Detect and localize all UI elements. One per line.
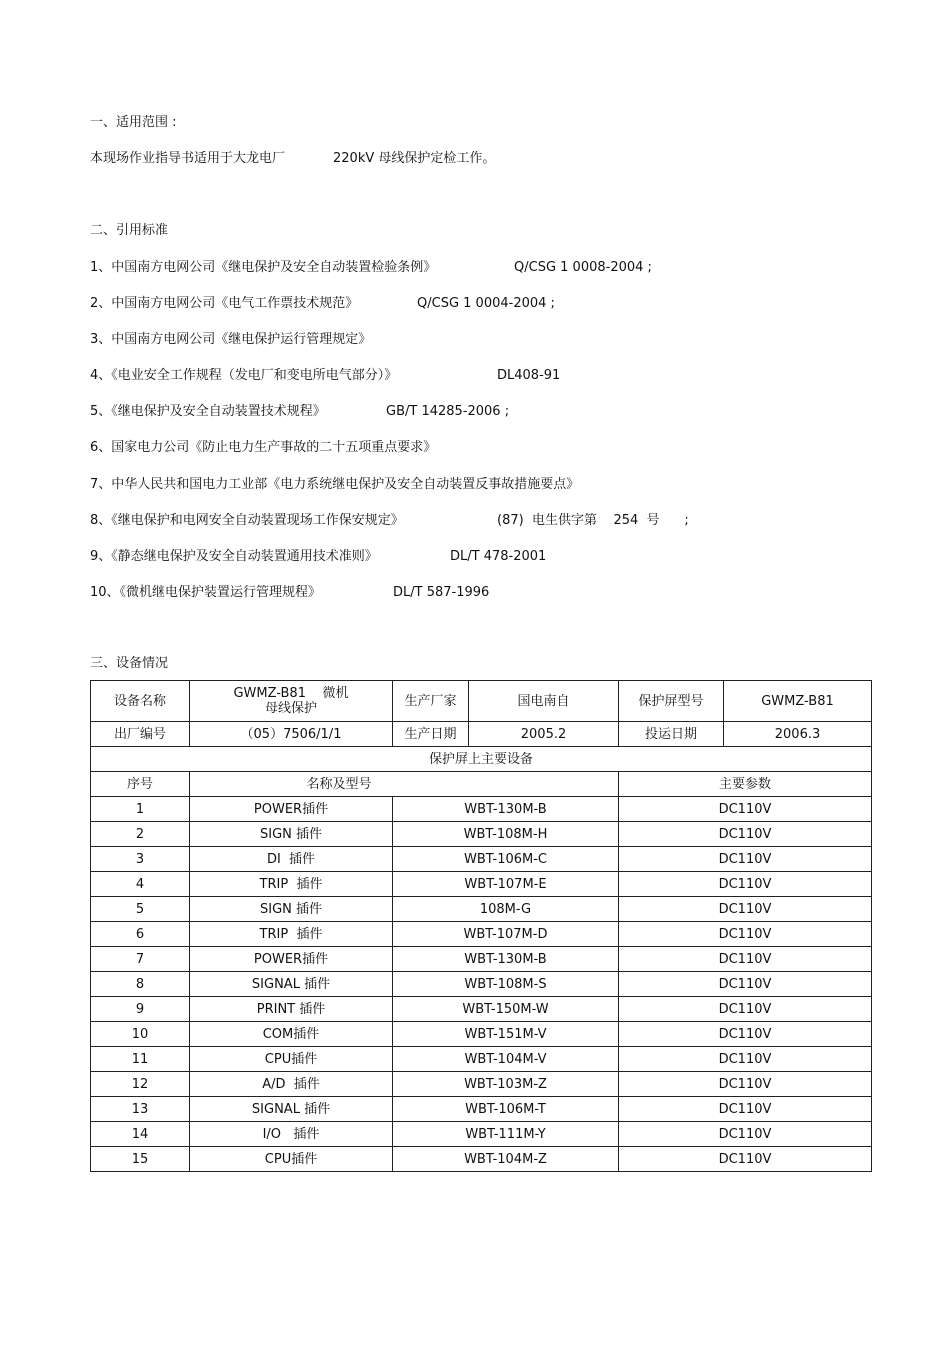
- row-part-name: CPU插件: [190, 1047, 393, 1072]
- row-param: DC110V: [619, 1047, 872, 1072]
- reference-code: (87) 电生供字第 254 号 ;: [497, 513, 689, 528]
- table-row: [91, 872, 872, 897]
- table-row: [91, 822, 872, 847]
- row-model: WBT-106M-T: [393, 1097, 619, 1122]
- row-param: DC110V: [619, 947, 872, 972]
- table-row: [91, 1072, 872, 1097]
- info-row-1: [91, 681, 872, 722]
- serial-label: 出厂编号: [91, 722, 190, 747]
- row-part-name: POWER插件: [190, 797, 393, 822]
- row-seq: 4: [91, 872, 190, 897]
- row-part-name: TRIP 插件: [190, 922, 393, 947]
- device-name-label: 设备名称: [91, 681, 190, 722]
- equipment-table: [90, 680, 872, 1172]
- info-row-2: [91, 722, 872, 747]
- row-model: WBT-104M-V: [393, 1047, 619, 1072]
- param-header: 主要参数: [619, 772, 872, 797]
- reference-code: Q/CSG 1 0008-2004 ;: [514, 260, 652, 275]
- row-param: DC110V: [619, 1072, 872, 1097]
- row-part-name: SIGN 插件: [190, 897, 393, 922]
- reference-title: 3、中国南方电网公司《继电保护运行管理规定》: [90, 332, 372, 347]
- row-model: WBT-107M-D: [393, 922, 619, 947]
- subtitle-row: [91, 747, 872, 772]
- table-subtitle: 保护屏上主要设备: [91, 747, 872, 772]
- row-seq: 12: [91, 1072, 190, 1097]
- row-seq: 7: [91, 947, 190, 972]
- section1-heading: 一、适用范围 :: [90, 115, 177, 130]
- row-model: WBT-107M-E: [393, 872, 619, 897]
- table-row: [91, 1147, 872, 1172]
- row-model: WBT-108M-S: [393, 972, 619, 997]
- reference-title: 4、《电业安全工作规程（发电厂和变电所电气部分）》: [90, 368, 398, 383]
- reference-title: 2、中国南方电网公司《电气工作票技术规范》: [90, 296, 359, 311]
- production-date-label: 生产日期: [393, 722, 469, 747]
- row-param: DC110V: [619, 1097, 872, 1122]
- manufacturer-label: 生产厂家: [393, 681, 469, 722]
- reference-item: [90, 400, 509, 419]
- section1-body-b: 220kV 母线保护定检工作。: [333, 151, 496, 166]
- row-model: WBT-151M-V: [393, 1022, 619, 1047]
- row-param: DC110V: [619, 972, 872, 997]
- device-name-line1: GWMZ-B81 微机: [233, 686, 349, 701]
- row-model: WBT-108M-H: [393, 822, 619, 847]
- row-seq: 5: [91, 897, 190, 922]
- reference-code: DL408-91: [497, 368, 561, 383]
- reference-title: 6、国家电力公司《防止电力生产事故的二十五项重点要求》: [90, 440, 437, 455]
- row-part-name: I/O 插件: [190, 1122, 393, 1147]
- row-model: WBT-130M-B: [393, 797, 619, 822]
- section2-heading: 二、引用标准: [90, 223, 169, 238]
- seq-header: 序号: [91, 772, 190, 797]
- panel-model-label: 保护屏型号: [619, 681, 724, 722]
- row-seq: 15: [91, 1147, 190, 1172]
- table-row: [91, 847, 872, 872]
- reference-item: [90, 509, 689, 528]
- reference-title: 9、《静态继电保护及安全自动装置通用技术准则》: [90, 549, 378, 564]
- reference-title: 7、中华人民共和国电力工业部《电力系统继电保护及安全自动装置反事故措施要点》: [90, 477, 580, 492]
- row-seq: 2: [91, 822, 190, 847]
- row-param: DC110V: [619, 1122, 872, 1147]
- table-row: [91, 972, 872, 997]
- row-part-name: TRIP 插件: [190, 872, 393, 897]
- row-model: WBT-111M-Y: [393, 1122, 619, 1147]
- commission-date-value: 2006.3: [724, 722, 872, 747]
- table-row: [91, 1097, 872, 1122]
- reference-item: [90, 256, 652, 275]
- reference-code: DL/T 587-1996: [393, 585, 490, 600]
- table-row: [91, 997, 872, 1022]
- table-row: [91, 947, 872, 972]
- reference-item: [90, 328, 371, 347]
- device-name-line2: 母线保护: [264, 701, 317, 716]
- row-param: DC110V: [619, 1147, 872, 1172]
- table-row: [91, 1022, 872, 1047]
- row-param: DC110V: [619, 797, 872, 822]
- reference-title: 1、中国南方电网公司《继电保护及安全自动装置检验条例》: [90, 260, 437, 275]
- row-seq: 3: [91, 847, 190, 872]
- row-part-name: A/D 插件: [190, 1072, 393, 1097]
- row-model: WBT-150M-W: [393, 997, 619, 1022]
- row-part-name: SIGN 插件: [190, 822, 393, 847]
- row-model: WBT-106M-C: [393, 847, 619, 872]
- row-part-name: COM插件: [190, 1022, 393, 1047]
- row-seq: 6: [91, 922, 190, 947]
- row-param: DC110V: [619, 822, 872, 847]
- section3-heading: 三、设备情况: [90, 656, 169, 671]
- row-seq: 8: [91, 972, 190, 997]
- row-seq: 11: [91, 1047, 190, 1072]
- row-param: DC110V: [619, 872, 872, 897]
- row-part-name: CPU插件: [190, 1147, 393, 1172]
- reference-code: Q/CSG 1 0004-2004 ;: [417, 296, 555, 311]
- table-row: [91, 1122, 872, 1147]
- device-name-value: [190, 681, 393, 722]
- section1-body: [90, 147, 495, 166]
- reference-item: [90, 292, 555, 311]
- row-param: DC110V: [619, 997, 872, 1022]
- panel-model-value: GWMZ-B81: [724, 681, 872, 722]
- reference-item: [90, 473, 579, 492]
- row-model: WBT-130M-B: [393, 947, 619, 972]
- row-param: DC110V: [619, 897, 872, 922]
- serial-value: （05）7506/1/1: [190, 722, 393, 747]
- reference-code: DL/T 478-2001: [450, 549, 547, 564]
- reference-title: 10、《微机继电保护装置运行管理规程》: [90, 585, 322, 600]
- row-seq: 1: [91, 797, 190, 822]
- row-seq: 13: [91, 1097, 190, 1122]
- reference-title: 8、《继电保护和电网安全自动装置现场工作保安规定》: [90, 513, 404, 528]
- header-row: [91, 772, 872, 797]
- table-row: [91, 797, 872, 822]
- reference-item: [90, 436, 436, 455]
- table-row: [91, 897, 872, 922]
- table-row: [91, 1047, 872, 1072]
- row-model: 108M-G: [393, 897, 619, 922]
- reference-code: GB/T 14285-2006 ;: [386, 404, 510, 419]
- reference-item: [90, 545, 546, 564]
- row-model: WBT-104M-Z: [393, 1147, 619, 1172]
- manufacturer-value: 国电南自: [469, 681, 619, 722]
- row-seq: 10: [91, 1022, 190, 1047]
- row-part-name: POWER插件: [190, 947, 393, 972]
- row-param: DC110V: [619, 847, 872, 872]
- row-part-name: DI 插件: [190, 847, 393, 872]
- row-part-name: SIGNAL 插件: [190, 972, 393, 997]
- reference-title: 5、《继电保护及安全自动装置技术规程》: [90, 404, 326, 419]
- name-model-header: 名称及型号: [190, 772, 619, 797]
- row-seq: 9: [91, 997, 190, 1022]
- row-part-name: PRINT 插件: [190, 997, 393, 1022]
- row-param: DC110V: [619, 922, 872, 947]
- row-model: WBT-103M-Z: [393, 1072, 619, 1097]
- row-part-name: SIGNAL 插件: [190, 1097, 393, 1122]
- table-row: [91, 922, 872, 947]
- reference-item: [90, 581, 489, 600]
- production-date-value: 2005.2: [469, 722, 619, 747]
- commission-date-label: 投运日期: [619, 722, 724, 747]
- row-seq: 14: [91, 1122, 190, 1147]
- row-param: DC110V: [619, 1022, 872, 1047]
- reference-item: [90, 364, 560, 383]
- section1-body-a: 本现场作业指导书适用于大龙电厂: [90, 151, 286, 166]
